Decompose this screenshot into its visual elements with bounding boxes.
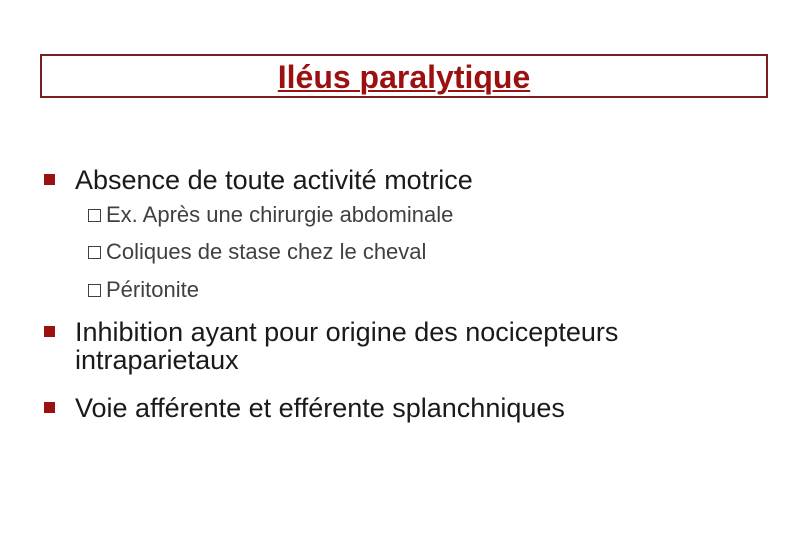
bullet-2	[44, 318, 618, 374]
empty-box-bullet-icon	[88, 246, 101, 259]
sub-bullet-2-text: Coliques de stase chez le cheval	[106, 239, 427, 264]
bullet-2-line-1: Inhibition ayant pour origine des nocicepteurs	[75, 317, 619, 347]
slide-title-text: Iléus paralytique	[277, 59, 531, 95]
bullet-1-text: Absence de toute activité motrice	[75, 165, 473, 195]
slide-title	[42, 59, 766, 95]
bullet-2-line-2: intraparietaux	[75, 345, 239, 375]
bullet-3-text: Voie afférente et efférente splanchniques	[75, 393, 565, 423]
empty-box-bullet-icon	[88, 209, 101, 222]
sub-bullet-3	[88, 277, 199, 303]
sub-bullet-3-text: Péritonite	[106, 277, 199, 302]
bullet-1	[44, 166, 473, 194]
title-box	[40, 54, 768, 98]
bullet-3	[44, 394, 565, 422]
empty-box-bullet-icon	[88, 284, 101, 297]
sub-bullet-1-text: Ex. Après une chirurgie abdominale	[106, 202, 454, 227]
sub-bullet-1	[88, 202, 453, 228]
square-bullet-icon	[44, 174, 55, 185]
square-bullet-icon	[44, 326, 55, 337]
sub-bullet-2	[88, 239, 426, 265]
square-bullet-icon	[44, 402, 55, 413]
bullet-2-text	[75, 318, 618, 374]
